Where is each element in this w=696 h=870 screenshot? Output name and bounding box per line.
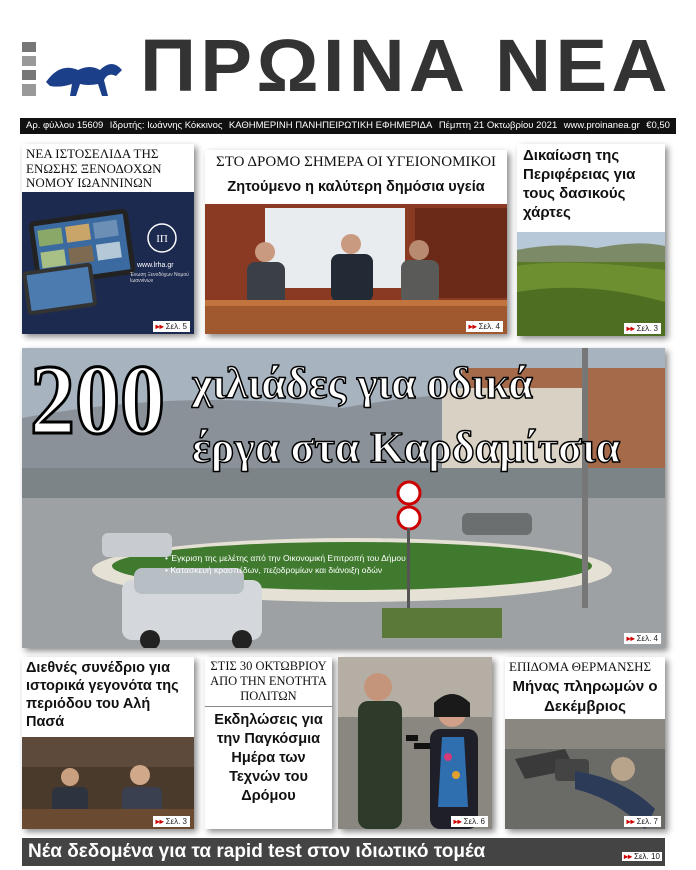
- ad-url: www.lrha.gr: [137, 262, 174, 269]
- story-heating[interactable]: [505, 657, 665, 829]
- arrow-icon: ▸▸: [468, 322, 477, 331]
- arrow-icon: ▸▸: [155, 817, 164, 826]
- main-number: 200: [30, 344, 165, 455]
- founder: Ιδρυτής: Ιωάννης Κόκκινος: [109, 120, 223, 131]
- arrow-icon: ▸▸: [626, 817, 635, 826]
- forest-photo: [517, 232, 665, 336]
- story-headline: Δικαίωση της Περιφέρειας για τους δασικούς χάρτες: [523, 147, 636, 221]
- main-bullets: [165, 552, 406, 576]
- page-ref[interactable]: ▸▸ Σελ. 7: [624, 816, 661, 827]
- heating-photo: [505, 719, 665, 829]
- newspaper-logo: [20, 40, 130, 110]
- masthead-title: ΠΡΩΙΝΑ ΝΕΑ: [140, 24, 672, 107]
- story-headline: Εκδηλώσεις για την Παγκόσμια Ημέρα των Τεχνών του Δρόμου: [214, 712, 323, 804]
- street-arts-photo[interactable]: [338, 657, 492, 829]
- svg-text:ΙΠ: ΙΠ: [156, 233, 168, 245]
- story-street-arts[interactable]: [205, 657, 332, 829]
- street-arts-image: [338, 657, 492, 829]
- story-hotels[interactable]: [22, 144, 194, 334]
- arrow-icon: ▸▸: [453, 817, 462, 826]
- story-congress[interactable]: [22, 657, 194, 829]
- story-rapid-test[interactable]: Νέα δεδομένα για τα rapid test στον ιδιωτικό τομέα: [22, 838, 665, 866]
- story-headline: Διεθνές συνέδριο για ιστορικά γεγονότα της περιόδου του Αλή Πασά: [26, 660, 179, 730]
- arrow-icon: ▸▸: [626, 324, 635, 333]
- page-ref[interactable]: ▸▸ Σελ. 4: [466, 321, 503, 332]
- story-health[interactable]: [205, 150, 507, 334]
- bullet-item: • Κατασκευή κρασπέδων, πεζοδρομίων και διάνοιξη οδών: [165, 564, 406, 576]
- page-ref[interactable]: ▸▸ Σελ. 5: [153, 321, 190, 332]
- story-headline: Μήνας πληρωμών ο Δεκέμβριος: [512, 678, 658, 715]
- arrow-icon: ▸▸: [626, 634, 635, 643]
- page-ref[interactable]: ▸▸ Σελ. 10: [624, 852, 660, 861]
- story-region[interactable]: [517, 144, 665, 336]
- main-headline-line1: χιλιάδες για οδικά: [192, 359, 533, 408]
- page-ref[interactable]: ▸▸ Σελ. 3: [624, 323, 661, 334]
- page-ref[interactable]: ▸▸ Σελ. 6: [451, 816, 488, 827]
- bullet-item: • Έγκριση της μελέτης από την Οικονομική Επιτροπή του Δήμου: [165, 552, 406, 564]
- issue-number: Αρ. φύλλου 15609: [26, 120, 104, 131]
- story-headline: ΝΕΑ ΙΣΤΟΣΕΛΙΔΑ ΤΗΣ ΕΝΩΣΗΣ ΞΕΝΟΔΟΧΩΝ ΝΟΜΟΥ ΙΩΑΝΝΙΝΩΝ: [22, 144, 194, 190]
- main-headline-line2: έργα στα Καρδαμίτσια: [192, 423, 621, 472]
- arrow-icon: ▸▸: [155, 322, 164, 331]
- story-headline: Ζητούμενο η καλύτερη δημόσια υγεία: [205, 174, 507, 200]
- masthead-info-bar: [20, 118, 676, 134]
- story-kicker: ΣΤΙΣ 30 ΟΚΤΩΒΡΙΟΥ ΑΠΟ ΤΗΝ ΕΝΟΤΗΤΑ ΠΟΛΙΤΩΝ: [205, 657, 332, 707]
- story-kicker: ΣΤΟ ΔΡΟΜΟ ΣΗΜΕΡΑ ΟΙ ΥΓΕΙΟΝΟΜΙΚΟΙ: [205, 150, 507, 174]
- health-press-photo: [205, 204, 507, 334]
- tagline: ΚΑΘΗΜΕΡΙΝΗ ΠΑΝΗΠΕΙΡΩΤΙΚΗ ΕΦΗΜΕΡΙΔΑ: [228, 120, 433, 131]
- story-kicker: ΕΠΙΔΟΜΑ ΘΕΡΜΑΝΣΗΣ: [509, 659, 652, 674]
- page-ref[interactable]: ▸▸ Σελ. 4: [624, 633, 661, 644]
- issue-date: Πέμπτη 21 Οκτωβρίου 2021: [438, 120, 558, 131]
- website: www.proinanea.gr: [563, 120, 640, 131]
- ad-org: Ένωση Ξενοδόχων Νομού Ιωαννίνων: [130, 272, 189, 284]
- page-ref[interactable]: ▸▸ Σελ. 3: [153, 816, 190, 827]
- price: €0,50: [646, 120, 670, 131]
- arrow-icon: ▸▸: [624, 852, 633, 861]
